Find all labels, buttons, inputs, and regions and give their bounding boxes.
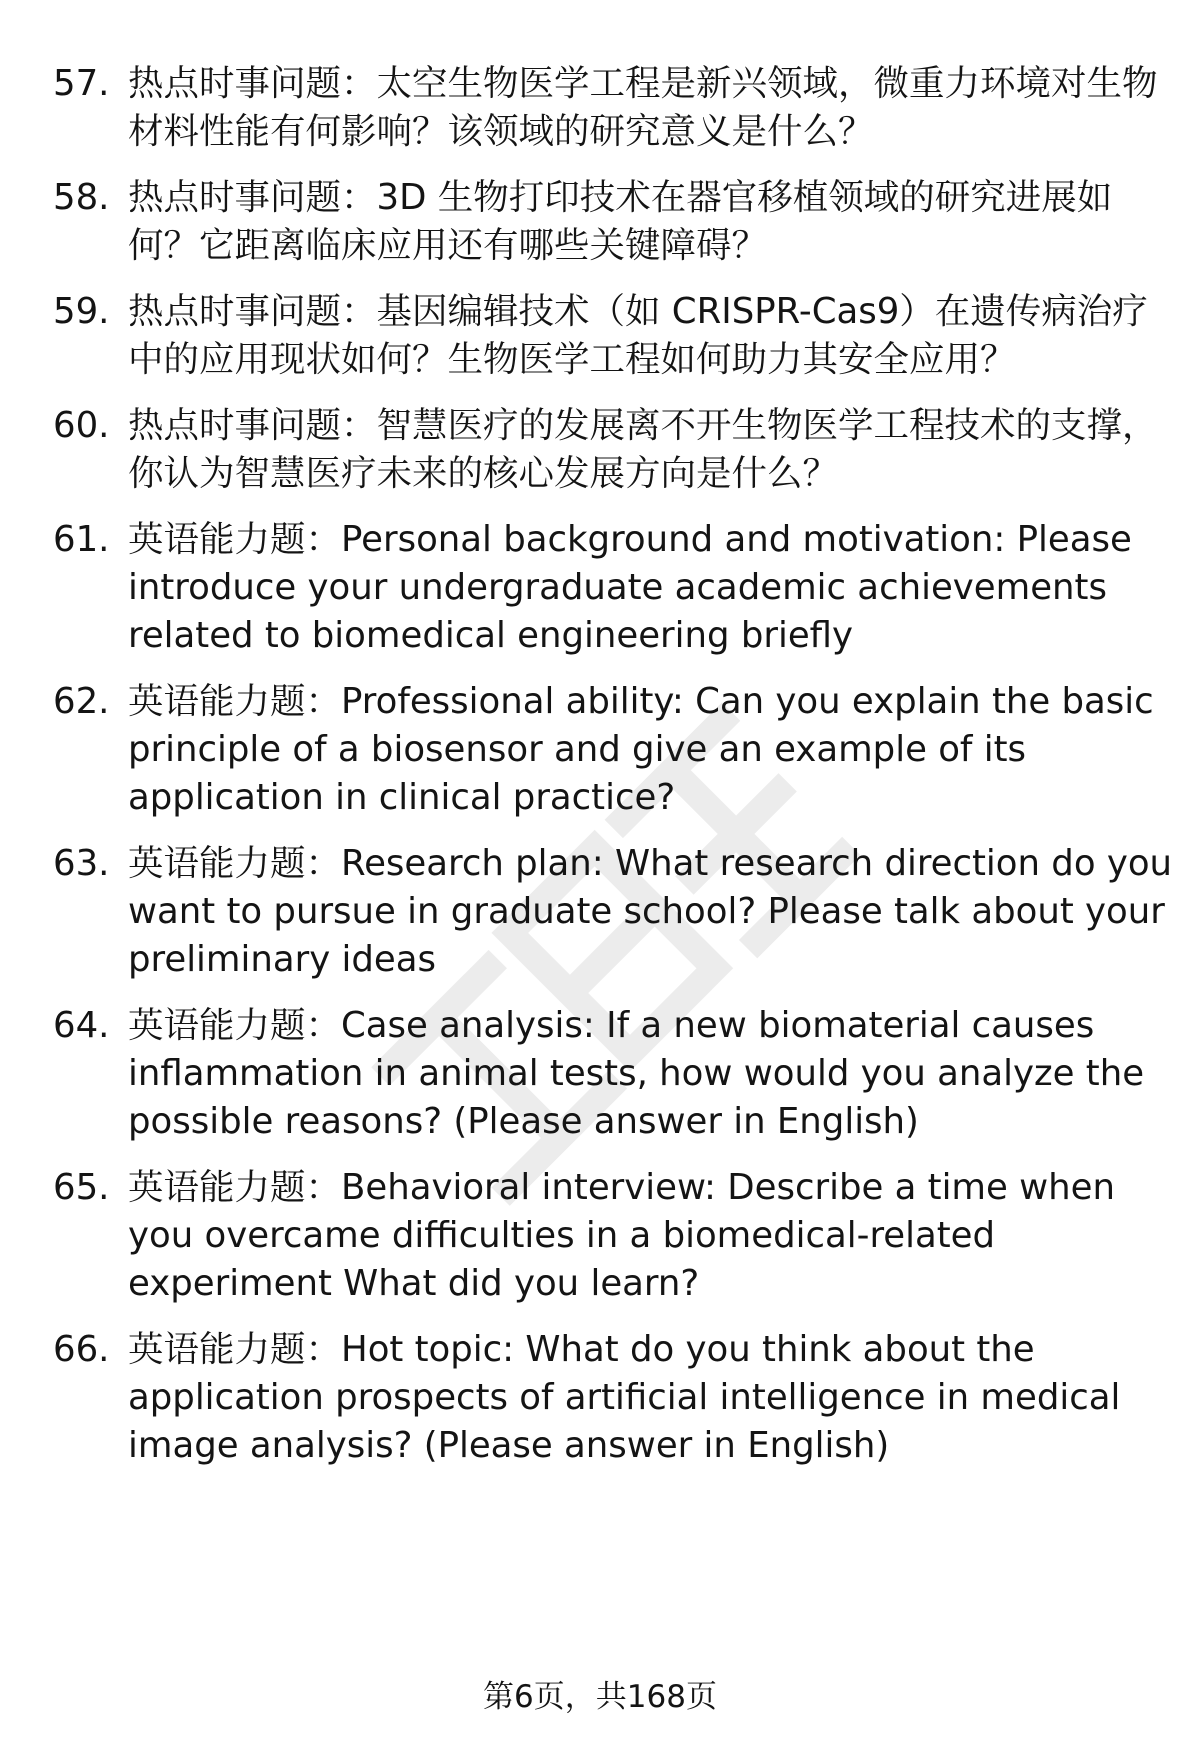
question-number: 62. <box>53 681 110 722</box>
question-item <box>53 1002 1173 1146</box>
question-number: 63. <box>53 843 110 884</box>
question-item <box>53 288 1173 384</box>
question-item <box>53 1326 1173 1470</box>
question-number: 60. <box>53 405 110 446</box>
question-text: 英语能力题：Personal background and motivation: Please introduce your undergraduate academic achievements related to biomedical engineering briefly <box>128 519 1132 656</box>
question-item <box>53 516 1173 660</box>
question-text: 热点时事问题：3D 生物打印技术在器官移植领域的研究进展如何？它距离临床应用还有哪些关键障碍？ <box>128 177 1113 266</box>
question-text: 英语能力题：Professional ability: Can you explain the basic principle of a biosensor and give an example of its application in clinical practice? <box>128 681 1154 818</box>
question-text: 英语能力题：Behavioral interview: Describe a time when you overcame difficulties in a biomedical-related experiment What did you learn? <box>128 1167 1116 1304</box>
question-text: 热点时事问题：太空生物医学工程是新兴领域，微重力环境对生物材料性能有何影响？该领域的研究意义是什么？ <box>128 63 1158 152</box>
question-item <box>53 174 1173 270</box>
question-number: 59. <box>53 291 110 332</box>
question-number: 58. <box>53 177 110 218</box>
question-text: 热点时事问题：智慧医疗的发展离不开生物医学工程技术的支撑，你认为智慧医疗未来的核心发展方向是什么？ <box>128 405 1158 494</box>
question-number: 66. <box>53 1329 110 1370</box>
question-number: 57. <box>53 63 110 104</box>
question-item <box>53 678 1173 822</box>
question-number: 65. <box>53 1167 110 1208</box>
question-number: 61. <box>53 519 110 560</box>
question-item <box>53 1164 1173 1308</box>
question-item <box>53 60 1173 156</box>
page-footer: 第6页，共168页 <box>483 1679 717 1715</box>
question-text: 英语能力题：Research plan: What research direction do you want to pursue in graduate school? Please talk about your preliminary ideas <box>128 843 1173 980</box>
question-text: 热点时事问题：基因编辑技术（如 CRISPR-Cas9）在遗传病治疗中的应用现状如何？生物医学工程如何助力其安全应用？ <box>128 291 1148 380</box>
question-item <box>53 840 1173 984</box>
question-item <box>53 402 1173 498</box>
question-list <box>53 60 1173 1470</box>
question-text: 英语能力题：Hot topic: What do you think about the application prospects of artificial intelligence in medical image analysis? (Please answer in English) <box>128 1329 1121 1466</box>
question-text: 英语能力题：Case analysis: If a new biomaterial causes inflammation in animal tests, how would you analyze the possible reasons? (Please answer in English) <box>128 1005 1145 1142</box>
question-number: 64. <box>53 1005 110 1046</box>
